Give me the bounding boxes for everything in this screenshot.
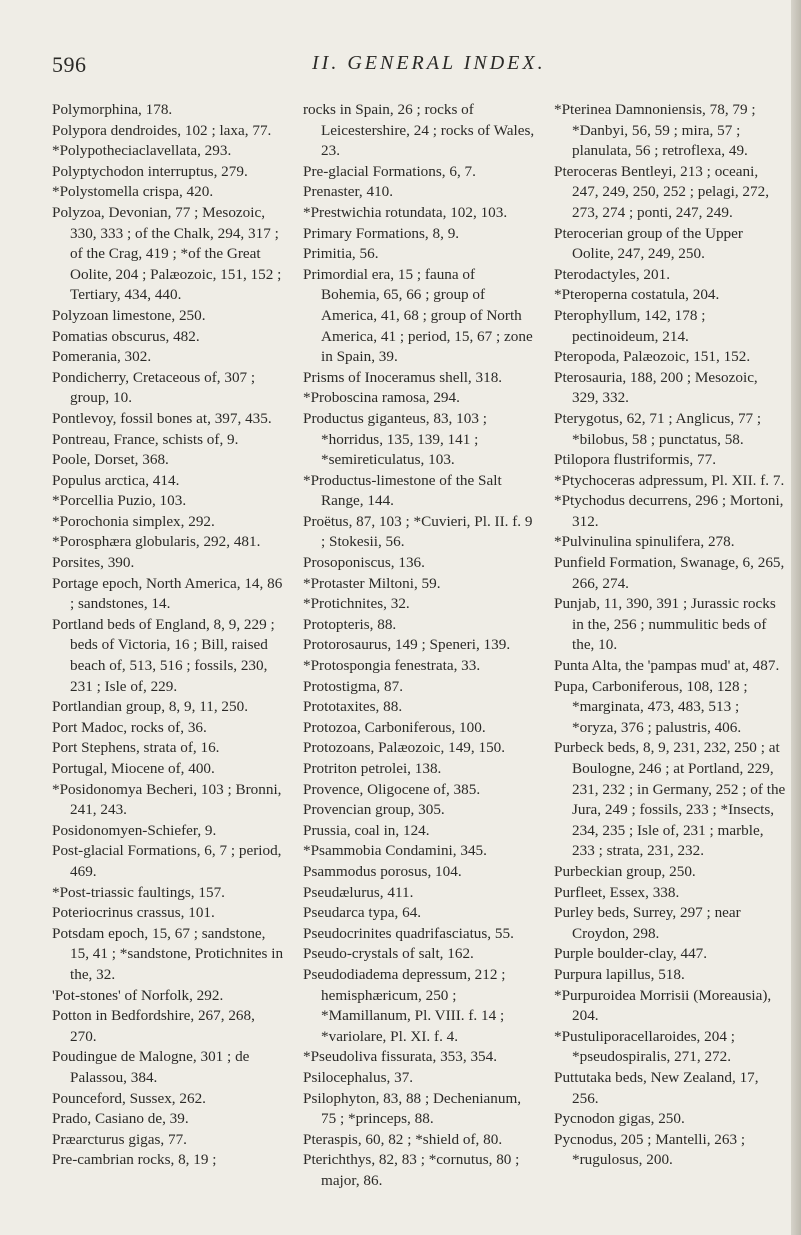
index-entry: Portage epoch, North America, 14, 86 ; sandstones, 14. xyxy=(52,574,283,613)
index-entry: *Prestwichia rotundata, 102, 103. xyxy=(303,203,508,221)
index-entry: Pseudælurus, 411. xyxy=(303,883,414,901)
index-entry: *Porochonia simplex, 292. xyxy=(52,512,215,530)
index-entry: Posidonomyen-Schiefer, 9. xyxy=(52,821,217,839)
index-entry: *Psammobia Condamini, 345. xyxy=(303,842,487,860)
index-entry: *Pustuliporacellaroides, 204 ; *pseudospiralis, 271, 272. xyxy=(554,1027,735,1066)
index-entry: Pteroceras Bentleyi, 213 ; oceani, 247, 249, 250, 252 ; pelagi, 272, 273, 274 ; ponti, 247, 249. xyxy=(554,162,769,221)
index-entry: Port Madoc, rocks of, 36. xyxy=(52,718,207,736)
index-entry: Primary Formations, 8, 9. xyxy=(303,224,460,242)
index-entry: Pounceford, Sussex, 262. xyxy=(52,1089,206,1107)
index-entry: *Posidonomya Becheri, 103 ; Bronni, 241, 243. xyxy=(52,780,282,819)
index-entry: Pteropoda, Palæozoic, 151, 152. xyxy=(554,348,751,366)
index-entry: Poudingue de Malogne, 301 ; de Palassou, 384. xyxy=(52,1048,250,1086)
index-entry: *Protospongia fenestrata, 33. xyxy=(303,657,481,675)
index-entry: Pseudarca typa, 64. xyxy=(303,904,422,922)
index-entry: Port Stephens, strata of, 16. xyxy=(52,739,220,757)
index-entry: Prosoponiscus, 136. xyxy=(303,554,425,572)
index-entry: *Polypotheciaclavellata, 293. xyxy=(52,142,232,160)
index-entry: Potsdam epoch, 15, 67 ; sandstone, 15, 41 ; *sandstone, Protichnites in the, 32. xyxy=(52,924,284,983)
index-column-1 xyxy=(52,100,285,1210)
index-entry: Purley beds, Surrey, 297 ; near Croydon, 298. xyxy=(554,904,741,942)
index-entry: Punfield Formation, Swanage, 6, 265, 266, 274. xyxy=(554,554,785,592)
index-entry: *Ptychoceras adpressum, Pl. XII. f. 7. xyxy=(554,471,785,489)
index-entry: Pre-cambrian rocks, 8, 19 ; xyxy=(52,1151,217,1169)
index-entry: *Pteroperna costatula, 204. xyxy=(554,286,720,304)
index-entry: Provence, Oligocene of, 385. xyxy=(303,780,481,798)
index-entry: Prussia, coal in, 124. xyxy=(303,821,430,839)
index-entry: Polymorphina, 178. xyxy=(52,101,173,118)
index-entry: Purbeck beds, 8, 9, 231, 232, 250 ; at Boulogne, 246 ; at Portland, 229, 231, 232 ; in Germany, 252 ; of the Jura, 249 ; fossils, 233 ; *Insects, 234, 235 ; Isle of, 231 ; marble, 233 ; strata, 231, 232. xyxy=(554,739,786,860)
index-entry: Pterygotus, 62, 71 ; Anglicus, 77 ; *bilobus, 58 ; punctatus, 58. xyxy=(554,409,762,448)
index-entry: *Pterinea Damnoniensis, 78, 79 ; *Danbyi, 56, 59 ; mira, 57 ; planulata, 56 ; retroflexa, 49. xyxy=(554,101,756,160)
index-entry: Protozoa, Carboniferous, 100. xyxy=(303,718,486,736)
index-entry: Pterichthys, 82, 83 ; *cornutus, 80 ; major, 86. xyxy=(303,1151,520,1189)
index-entry: *Proboscina ramosa, 294. xyxy=(303,389,460,407)
index-entry: Pontreau, France, schists of, 9. xyxy=(52,430,239,448)
page-number: 596 xyxy=(52,52,87,77)
index-entry: Provencian group, 305. xyxy=(303,801,445,819)
index-entry: Polyzoa, Devonian, 77 ; Mesozoic, 330, 333 ; of the Chalk, 294, 317 ; of the Crag, 419 ; *of the Great Oolite, 204 ; Palæozoic, 151, 152 ; Tertiary, 434, 440. xyxy=(52,203,282,304)
index-entry: Pterodactyles, 201. xyxy=(554,265,670,283)
index-entry: Pre-glacial Formations, 6, 7. xyxy=(303,162,476,180)
page-edge xyxy=(791,0,801,1235)
index-entry: Pterocerian group of the Upper Oolite, 247, 249, 250. xyxy=(554,224,743,263)
index-entry: Portland beds of England, 8, 9, 229 ; beds of Victoria, 16 ; Bill, raised beach of, 513, 516 ; fossils, 230, 231 ; Isle of, 229. xyxy=(52,615,275,695)
index-entry: Portugal, Miocene of, 400. xyxy=(52,760,215,777)
index-entry: Pycnodus, 205 ; Mantelli, 263 ; *rugulosus, 200. xyxy=(554,1130,746,1169)
index-entry: *Polystomella crispa, 420. xyxy=(52,183,214,201)
index-entry: *Ptychodus decurrens, 296 ; Mortoni, 312. xyxy=(554,492,784,530)
index-entry: Præarcturus gigas, 77. xyxy=(52,1130,187,1148)
index-entry: Psilocephalus, 37. xyxy=(303,1068,414,1086)
index-columns xyxy=(52,100,787,1210)
index-entry: Porsites, 390. xyxy=(52,554,135,572)
index-entry: Polyzoan limestone, 250. xyxy=(52,306,206,324)
index-entry: Primordial era, 15 ; fauna of Bohemia, 65, 66 ; group of America, 41, 68 ; group of North America, 41 ; period, 15, 67 ; zone in Spain, 39. xyxy=(303,265,533,366)
index-entry: Primitia, 56. xyxy=(303,245,379,263)
index-entry: Punjab, 11, 390, 391 ; Jurassic rocks in the, 256 ; nummulitic beds of the, 10. xyxy=(554,595,776,654)
index-entry: Pseudocrinites quadrifasciatus, 55. xyxy=(303,924,514,942)
index-entry: Pseudo-crystals of salt, 162. xyxy=(303,945,474,963)
index-entry: *Purpuroidea Morrisii (Moreausia), 204. xyxy=(554,986,772,1025)
index-entry: Purple boulder-clay, 447. xyxy=(554,945,708,963)
index-column-2 xyxy=(303,100,536,1210)
index-entry: Protostigma, 87. xyxy=(303,677,403,695)
index-entry: Puttutaka beds, New Zealand, 17, 256. xyxy=(554,1068,759,1107)
index-entry: Ptilopora flustriformis, 77. xyxy=(554,451,716,469)
index-entry: Purfleet, Essex, 338. xyxy=(554,883,680,901)
index-entry: Prisms of Inoceramus shell, 318. xyxy=(303,368,503,386)
index-entry: Pycnodon gigas, 250. xyxy=(554,1110,685,1128)
index-entry: Poteriocrinus crassus, 101. xyxy=(52,904,215,922)
index-entry: *Productus-limestone of the Salt Range, 144. xyxy=(303,471,502,510)
index-entry: Pupa, Carboniferous, 108, 128 ; *marginata, 473, 483, 513 ; *oryza, 376 ; palustris, 406. xyxy=(554,677,748,736)
index-entry: Productus giganteus, 83, 103 ; *horridus, 135, 139, 141 ; *semireticulatus, 103. xyxy=(303,409,487,469)
index-entry: *Porcellia Puzio, 103. xyxy=(52,492,187,510)
index-entry: Pomatias obscurus, 482. xyxy=(52,327,200,345)
index-entry: Pterophyllum, 142, 178 ; pectinoideum, 214. xyxy=(554,306,706,345)
index-entry: Portlandian group, 8, 9, 11, 250. xyxy=(52,698,249,716)
index-entry: Protorosaurus, 149 ; Speneri, 139. xyxy=(303,636,511,654)
index-entry: Purpura lapillus, 518. xyxy=(554,965,685,983)
index-entry: *Protichnites, 32. xyxy=(303,595,410,613)
index-entry: rocks in Spain, 26 ; rocks of Leicestershire, 24 ; rocks of Wales, 23. xyxy=(303,101,535,160)
index-entry: Psammodus porosus, 104. xyxy=(303,862,462,880)
index-entry: Polypora dendroides, 102 ; laxa, 77. xyxy=(52,121,272,139)
index-entry: *Protaster Miltoni, 59. xyxy=(303,574,441,592)
index-entry: Poole, Dorset, 368. xyxy=(52,451,169,469)
index-entry: Protozoans, Palæozoic, 149, 150. xyxy=(303,739,506,757)
index-entry: Potton in Bedfordshire, 267, 268, 270. xyxy=(52,1007,255,1045)
page-header xyxy=(52,52,752,82)
index-entry: Psilophyton, 83, 88 ; Dechenianum, 75 ; *princeps, 88. xyxy=(303,1089,522,1128)
index-entry: *Post-triassic faultings, 157. xyxy=(52,883,225,901)
index-entry: Pteraspis, 60, 82 ; *shield of, 80. xyxy=(303,1130,503,1148)
index-entry: Purbeckian group, 250. xyxy=(554,862,696,880)
index-entry: Pondicherry, Cretaceous of, 307 ; group, 10. xyxy=(52,368,256,407)
index-entry: *Porosphæra globularis, 292, 481. xyxy=(52,533,261,551)
index-entry: Punta Alta, the 'pampas mud' at, 487. xyxy=(554,657,780,675)
index-entry: Populus arctica, 414. xyxy=(52,471,180,489)
index-entry: Prototaxites, 88. xyxy=(303,698,403,716)
index-entry: Polyptychodon interruptus, 279. xyxy=(52,162,248,180)
index-entry: Pontlevoy, fossil bones at, 397, 435. xyxy=(52,409,272,427)
index-entry: 'Pot-stones' of Norfolk, 292. xyxy=(52,986,224,1004)
index-entry: *Pseudoliva fissurata, 353, 354. xyxy=(303,1048,498,1066)
index-entry: Prado, Casiano de, 39. xyxy=(52,1110,189,1128)
index-entry: Protopteris, 88. xyxy=(303,615,397,633)
index-entry: Post-glacial Formations, 6, 7 ; period, 469. xyxy=(52,842,282,880)
index-entry: Protriton petrolei, 138. xyxy=(303,760,442,777)
index-entry: Pseudodiadema depressum, 212 ; hemisphæricum, 250 ; *Mamillanum, Pl. VIII. f. 14 ; *variolare, Pl. XI. f. 4. xyxy=(303,965,506,1045)
index-entry: *Pulvinulina spinulifera, 278. xyxy=(554,533,735,551)
index-column-3 xyxy=(554,100,787,1210)
index-entry: Pterosauria, 188, 200 ; Mesozoic, 329, 332. xyxy=(554,368,758,407)
running-head: II. GENERAL INDEX. xyxy=(312,52,546,74)
index-entry: Prenaster, 410. xyxy=(303,183,394,201)
index-entry: Proëtus, 87, 103 ; *Cuvieri, Pl. II. f. 9 ; Stokesii, 56. xyxy=(303,512,533,551)
index-entry: Pomerania, 302. xyxy=(52,348,152,366)
